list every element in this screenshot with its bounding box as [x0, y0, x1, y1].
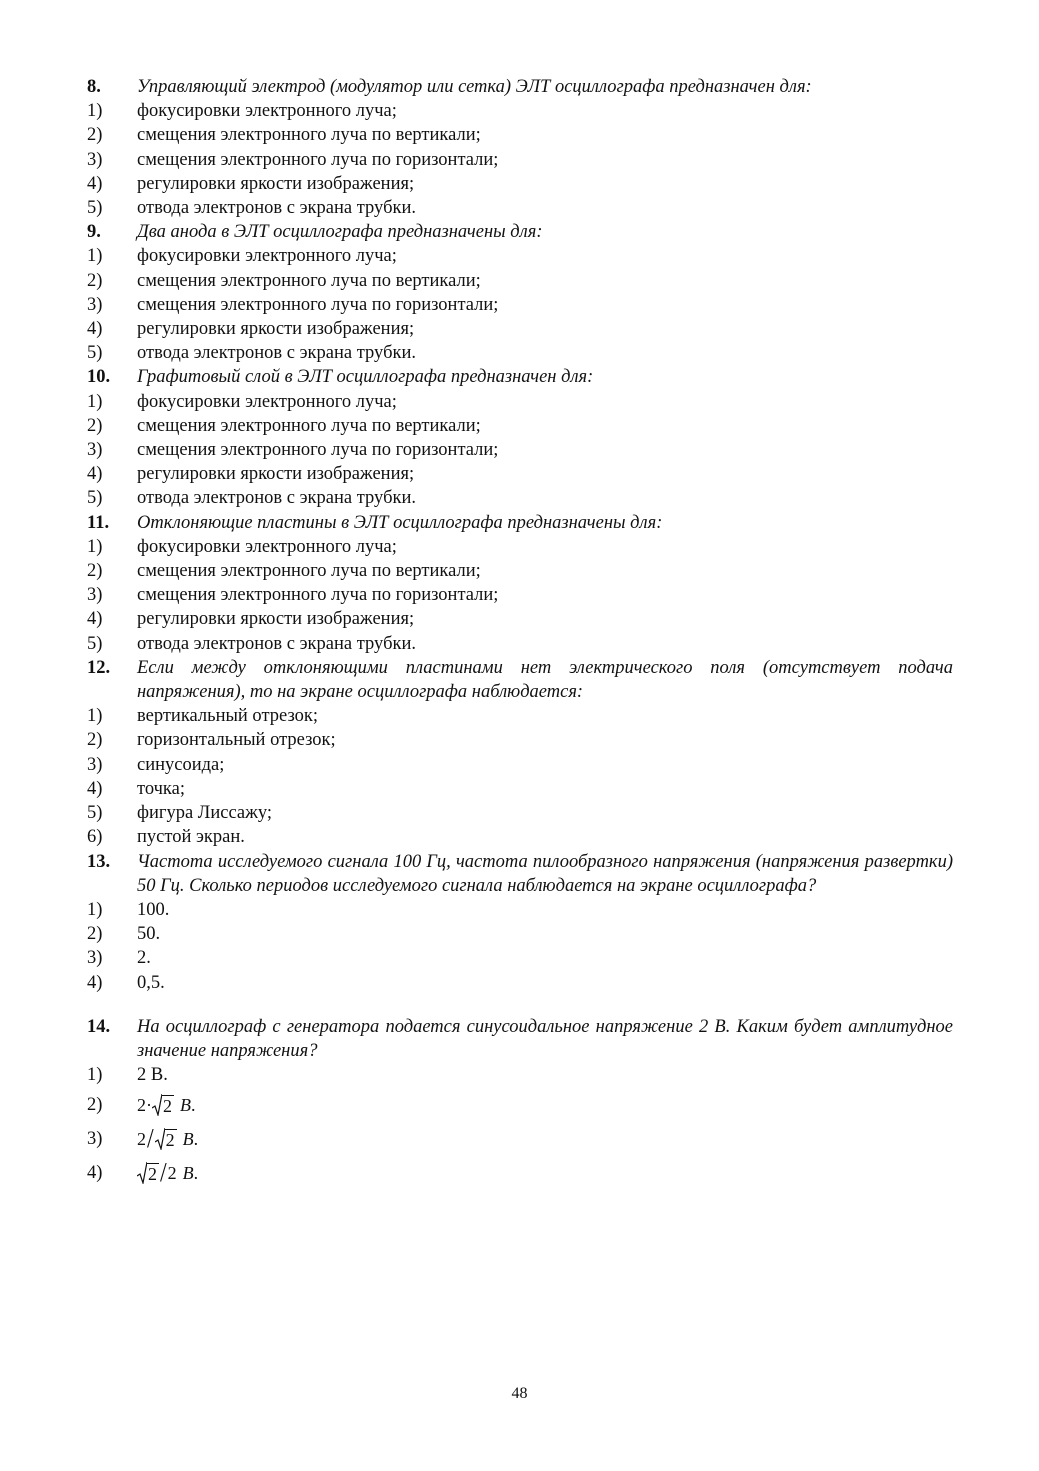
option-number: 3): [87, 440, 103, 461]
question: [87, 511, 953, 656]
answer-option: [87, 293, 953, 317]
option-number: 1): [87, 899, 103, 920]
answer-option: [87, 801, 953, 825]
question-heading: [87, 365, 953, 389]
radicand: 2: [148, 1163, 157, 1184]
option-number: 4): [87, 1162, 103, 1183]
answer-option: [87, 269, 953, 293]
formula-end: .: [193, 1128, 199, 1149]
option-number: 4): [87, 319, 103, 340]
unit-symbol: B: [182, 1128, 194, 1149]
option-number: 2): [87, 924, 103, 945]
answer-option: [87, 1156, 953, 1190]
option-text: смещения электронного луча по горизонтали;: [137, 440, 499, 461]
answer-option: [87, 462, 953, 486]
question-text: Частота исследуемого сигнала 100 Гц, частота пилообразного напряжения (напряжения развертки) 50 Гц. Сколько периодов исследуемого сигнала наблюдается на экране осциллографа?: [137, 851, 953, 896]
option-text: 0,5.: [137, 972, 165, 993]
formula-denominator: 2: [167, 1162, 177, 1183]
option-text: регулировки яркости изображения;: [137, 319, 415, 340]
page-number: 48: [511, 1385, 528, 1402]
option-number: 3): [87, 1128, 103, 1149]
radicand: 2: [165, 1129, 175, 1150]
question-list: [87, 75, 953, 995]
option-text: 2.: [137, 948, 151, 969]
option-number: 1): [87, 536, 103, 557]
question-number: 10.: [87, 367, 111, 388]
question: [87, 850, 953, 995]
option-number: 1): [87, 246, 103, 267]
question-number: 8.: [87, 77, 101, 97]
unit-symbol: B: [182, 1162, 194, 1183]
option-number: 4): [87, 778, 103, 799]
answer-option: [87, 1088, 953, 1122]
answer-option: [87, 607, 953, 631]
option-number: 3): [87, 948, 103, 969]
question-text: Два анода в ЭЛТ осциллографа предназначены для:: [137, 222, 543, 243]
question-heading: [87, 75, 953, 99]
option-text: вертикальный отрезок;: [137, 706, 319, 727]
option-number: 3): [87, 149, 103, 170]
option-number: 2): [87, 1094, 103, 1115]
option-text: смещения электронного луча по вертикали;: [137, 415, 481, 436]
answer-option: [87, 898, 953, 922]
option-number: 6): [87, 827, 103, 848]
formula: [137, 1093, 196, 1117]
option-number: 4): [87, 464, 103, 485]
option-text: пустой экран.: [137, 827, 245, 848]
option-number: 2): [87, 561, 103, 582]
fraction-slash-icon: /: [160, 1157, 167, 1188]
answer-option: [87, 1122, 953, 1156]
formula: [137, 1157, 199, 1188]
question: [87, 656, 953, 850]
question-text: Графитовый слой в ЭЛТ осциллографа предназначен для:: [137, 367, 594, 388]
option-text: 50.: [137, 924, 161, 945]
answer-option: [87, 922, 953, 946]
square-root-sign: [137, 1162, 159, 1184]
option-text: фокусировки электронного луча;: [137, 101, 397, 122]
question-heading: [87, 850, 953, 898]
radicand: 2: [163, 1095, 172, 1116]
answer-option: [87, 196, 953, 220]
answer-option: [87, 244, 953, 268]
formula: [137, 1123, 199, 1154]
answer-option: [87, 123, 953, 147]
option-number: 1): [87, 706, 103, 727]
option-number: 4): [87, 972, 103, 993]
option-text: горизонтальный отрезок;: [137, 730, 336, 751]
answer-option: [87, 172, 953, 196]
question-text: Управляющий электрод (модулятор или сетка) ЭЛТ осциллографа предназначен для:: [137, 77, 812, 97]
option-text: фокусировки электронного луча;: [137, 246, 397, 267]
option-number: 1): [87, 101, 103, 122]
formula-end: .: [193, 1162, 199, 1183]
answer-option: [87, 390, 953, 414]
option-text: смещения электронного луча по горизонтали;: [137, 149, 499, 170]
answer-option: [87, 341, 953, 365]
option-number: 3): [87, 294, 103, 315]
option-number: 4): [87, 173, 103, 194]
answer-option: [87, 99, 953, 123]
answer-option: [87, 704, 953, 728]
option-text: 2 В.: [137, 1065, 168, 1086]
answer-option: [87, 486, 953, 510]
option-text: отвода электронов с экрана трубки.: [137, 488, 416, 509]
question: [87, 365, 953, 510]
answer-option: [87, 753, 953, 777]
option-number: 2): [87, 730, 103, 751]
formula-end: .: [191, 1094, 196, 1115]
formula-coefficient: 2·: [137, 1094, 152, 1115]
fraction-slash-icon: /: [147, 1123, 154, 1154]
question-heading: [87, 1015, 953, 1063]
option-number: 5): [87, 488, 103, 509]
answer-option: [87, 317, 953, 341]
question-number: 11.: [87, 512, 110, 533]
option-number: 2): [87, 270, 103, 291]
option-text: отвода электронов с экрана трубки.: [137, 198, 416, 219]
question-text: Если между отклоняющими пластинами нет электрического поля (отсутствует подача напряжения), то на экране осциллографа наблюдается:: [137, 657, 953, 703]
question-number: 9.: [87, 222, 101, 243]
question-number: 12.: [87, 657, 111, 678]
option-number: 3): [87, 754, 103, 775]
answer-option: [87, 971, 953, 995]
option-text: регулировки яркости изображения;: [137, 609, 415, 630]
option-text: отвода электронов с экрана трубки.: [137, 343, 416, 364]
option-number: 5): [87, 633, 103, 654]
answer-option: [87, 148, 953, 172]
option-text: смещения электронного луча по горизонтали;: [137, 294, 499, 315]
option-text: фокусировки электронного луча;: [137, 391, 397, 412]
square-root-sign: [152, 1094, 174, 1116]
option-number: 5): [87, 803, 103, 824]
question-text: На осциллограф с генератора подается синусоидальное напряжение 2 В. Каким будет амплитудное значение напряжения?: [137, 1017, 953, 1062]
option-number: 3): [87, 585, 103, 606]
option-text: 100.: [137, 899, 170, 920]
question-heading: [87, 656, 953, 704]
question-heading: [87, 511, 953, 535]
option-text: точка;: [137, 778, 185, 799]
answer-option: [87, 559, 953, 583]
option-number: 5): [87, 198, 103, 219]
option-text: смещения электронного луча по вертикали;: [137, 561, 481, 582]
answer-option: [87, 825, 953, 849]
option-number: 2): [87, 125, 103, 146]
answer-option: [87, 632, 953, 656]
question: [87, 220, 953, 365]
option-text: смещения электронного луча по вертикали;: [137, 125, 481, 146]
option-number: 1): [87, 391, 103, 412]
answer-option: [87, 535, 953, 559]
question-text: Отклоняющие пластины в ЭЛТ осциллографа предназначены для:: [137, 512, 663, 533]
answer-option: [87, 777, 953, 801]
answer-option: [87, 1063, 953, 1087]
option-text: синусоида;: [137, 754, 225, 775]
option-text: смещения электронного луча по вертикали;: [137, 270, 481, 291]
option-number: 1): [87, 1065, 103, 1086]
question-number: 14.: [87, 1017, 111, 1037]
square-root-sign: [155, 1128, 177, 1150]
question-14: [87, 1015, 953, 1190]
answer-option: [87, 414, 953, 438]
option-text: смещения электронного луча по горизонтали;: [137, 585, 499, 606]
option-text: фокусировки электронного луча;: [137, 536, 397, 557]
option-text: фигура Лиссажу;: [137, 803, 273, 824]
question: [87, 75, 953, 220]
answer-option: [87, 946, 953, 970]
option-text: регулировки яркости изображения;: [137, 173, 415, 194]
answer-option: [87, 438, 953, 462]
answer-option: [87, 583, 953, 607]
option-text: регулировки яркости изображения;: [137, 464, 415, 485]
option-number: 4): [87, 609, 103, 630]
option-number: 2): [87, 415, 103, 436]
option-number: 5): [87, 343, 103, 364]
question-heading: [87, 220, 953, 244]
formula-numerator: 2: [137, 1128, 146, 1149]
unit-symbol: B: [180, 1094, 191, 1115]
option-text: отвода электронов с экрана трубки.: [137, 633, 416, 654]
answer-option: [87, 728, 953, 752]
question-number: 13.: [87, 851, 111, 872]
